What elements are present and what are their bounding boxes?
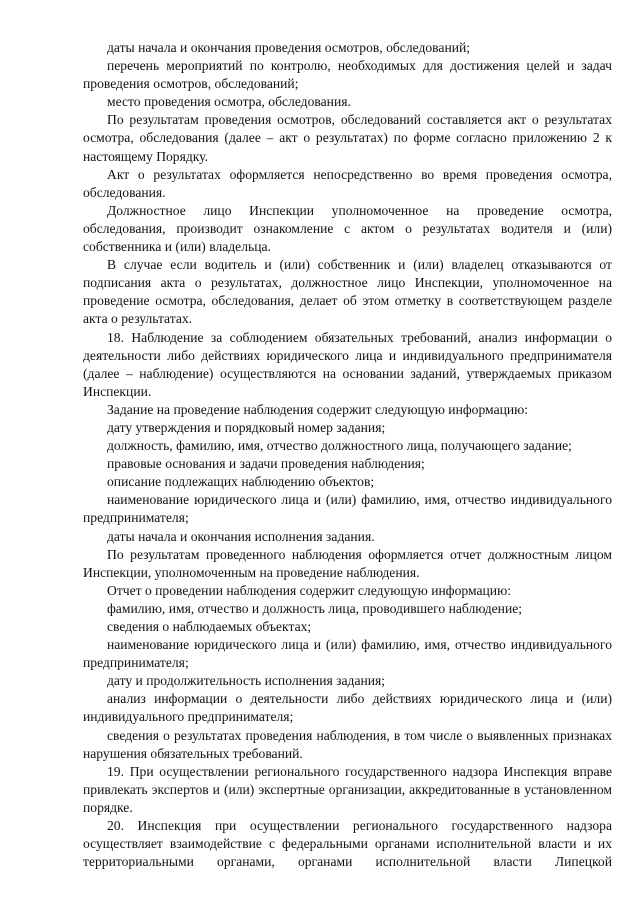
list-item-task-date: дату утверждения и порядковый номер задания; (107, 419, 386, 435)
list-item-objects: описание подлежащих наблюдению объектов; (107, 474, 375, 490)
paragraph-18-observation: 18. Наблюдение за соблюдением обязательных требований, анализ информации о деятельности либо действиях юридического лица и индивидуального предпринимателя (далее – наблюдение) осуществляются на основании заданий, утверждаемых приказом Инспекции. (83, 329, 612, 399)
list-item-results: сведения о результатах проведения наблюдения, в том числе о выявленных признаках нарушения обязательных требований. (83, 727, 612, 761)
paragraph-task-contents: Задание на проведение наблюдения содержит следующую информацию: (107, 401, 529, 417)
list-item-duration: дату и продолжительность исполнения задания; (107, 673, 386, 689)
list-item-task-dates: даты начала и окончания исполнения задания. (107, 528, 375, 544)
paragraph-observation-report: По результатам проведенного наблюдения оформляется отчет должностным лицом Инспекции, уполномоченным на проведение наблюдения. (83, 546, 612, 580)
list-item-observed-objects: сведения о наблюдаемых объектах; (107, 619, 312, 634)
list-item-legal-entity-2: наименование юридического лица и (или) фамилию, имя, отчество индивидуального предпринимателя; (83, 637, 612, 671)
paragraph-place: место проведения осмотра, обследования. (107, 94, 351, 110)
list-item-analysis: анализ информации о деятельности либо действиях юридического лица и (или) индивидуального предпринимателя; (83, 691, 612, 725)
paragraph-familiarization: Должностное лицо Инспекции уполномоченное на проведение осмотра, обследования, производит ознакомление с актом о результатах водителя и (или) собственника и (или) владельца. (83, 202, 612, 255)
paragraph-19-experts: 19. При осуществлении регионального государственного надзора Инспекция вправе привлекать экспертов и (или) экспертные организации, аккредитованные в установленном порядке. (83, 763, 612, 815)
paragraph-report-contents: Отчет о проведении наблюдения содержит следующую информацию: (107, 582, 512, 598)
list-item-observer: фамилию, имя, отчество и должность лица, проводившего наблюдение; (107, 600, 523, 616)
paragraph-20-interaction: 20. Инспекция при осуществлении регионального государственного надзора осуществляет взаимодействие с федеральными органами исполнительной власти и их территориальными органами, органами исполнительной власти Липецкой (83, 818, 612, 870)
paragraph-act-formed: Акт о результатах оформляется непосредственно во время проведения осмотра, обследования. (83, 166, 612, 200)
paragraph-dates: даты начала и окончания проведения осмотров, обследований; (107, 40, 471, 55)
paragraph-act-drawn-up: По результатам проведения осмотров, обследований составляется акт о результатах осмотра, обследования (далее – акт о результатах) по форме согласно приложению 2 к настоящему Порядку. (83, 112, 612, 164)
list-item-legal-entity: наименование юридического лица и (или) фамилию, имя, отчество индивидуального предпринимателя; (83, 492, 612, 526)
paragraph-refusal: В случае если водитель и (или) собственник и (или) владелец отказываются от подписания акта о результатах, должностное лицо Инспекции, уполномоченное на проведение осмотра, обследования, делает об этом отметку в соответствующем разделе акта о результатах. (83, 257, 612, 327)
list-item-official: должность, фамилию, имя, отчество должностного лица, получающего задание; (107, 438, 572, 454)
list-item-legal-basis: правовые основания и задачи проведения наблюдения; (107, 456, 425, 472)
paragraph-measures-list: перечень мероприятий по контролю, необходимых для достижения целей и задач проведения осмотров, обследований; (83, 58, 612, 92)
